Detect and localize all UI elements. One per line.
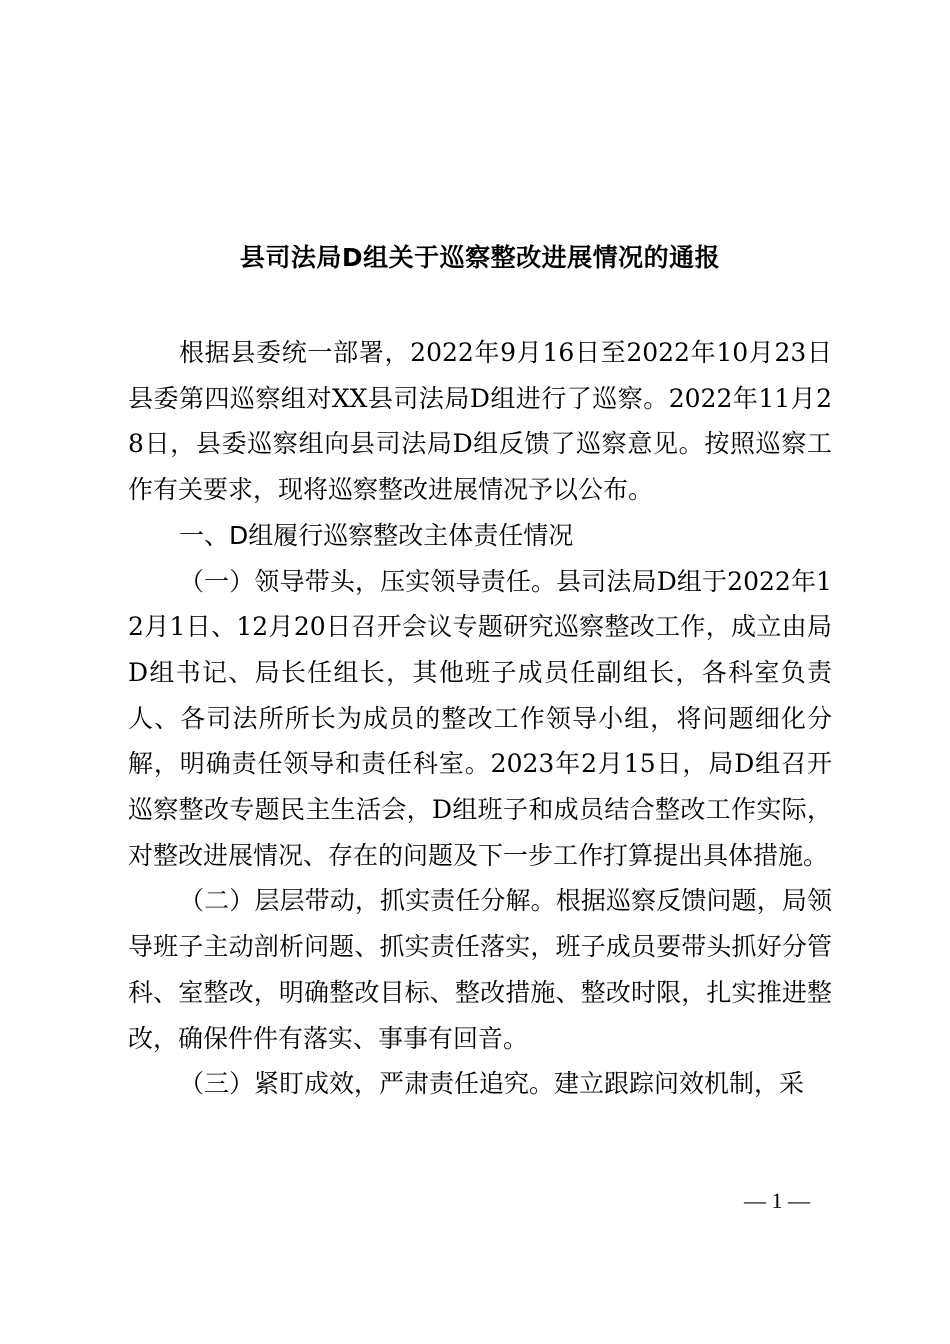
section-paragraph-2: （二）层层带动，抓实责任分解。根据巡察反馈问题，局领导班子主动剖析问题、抓实责任落实，班子成员要带头抓好分管科、室整改，明确整改目标、整改措施、整改时限，扎实推进整改，确保件件有落实、事事有回音。 <box>128 886 832 1053</box>
intro-paragraph: 根据县委统一部署，2022年9月16日至2022年10月23日县委第四巡察组对XX县司法局D组进行了巡察。2022年11月28日，县委巡察组向县司法局D组反馈了巡察意见。按照巡察工作有关要求，现将巡察整改进展情况予以公布。 <box>128 338 832 505</box>
document-title: 县司法局D组关于巡察整改进展情况的通报 <box>239 243 721 272</box>
section-heading: 一、D组履行巡察整改主体责任情况 <box>179 520 574 550</box>
section-paragraph-3: （三）紧盯成效，严肃责任追究。建立跟踪问效机制，采 <box>179 1069 805 1099</box>
page-number: — 1 — <box>744 1188 810 1213</box>
section-paragraph-1: （一）领导带头，压实领导责任。县司法局D组于2022年12月1日、12月20日召开会议专题研究巡察整改工作，成立由局D组书记、局长任组长，其他班子成员任副组长，各科室负责人、各司法所所长为成员的整改工作领导小组，将问题细化分解，明确责任领导和责任科室。2023年2月15日，局D组召开巡察整改专题民主生活会，D组班子和成员结合整改工作实际，对整改进展情况、存在的问题及下一步工作打算提出具体措施。 <box>128 566 832 870</box>
document-body <box>128 330 832 1107</box>
